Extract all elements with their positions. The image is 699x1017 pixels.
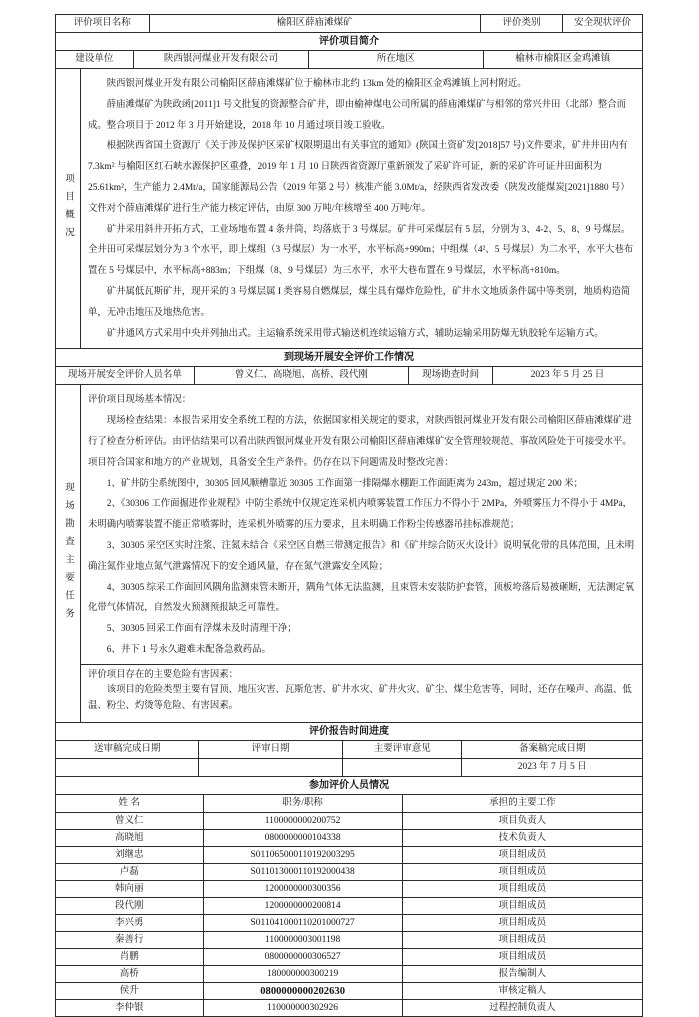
participant-role: 项目组成员 xyxy=(402,881,642,897)
evaluation-form-table xyxy=(55,14,643,1017)
issue-item: 1、矿井防尘系统图中，30305 回风顺槽靠近 30305 工作面第一排隔爆水棚距工作面距离为 243m，超过规定 200 米； xyxy=(106,478,583,489)
sitework-section-title: 到现场开展安全评价工作情况 xyxy=(284,352,414,364)
participant-cert-number: S011013000110192000438 xyxy=(203,864,402,880)
schedule-record-date-value: 2023 年 7 月 5 日 xyxy=(461,759,642,776)
category-value: 安全现状评价 xyxy=(562,15,642,32)
schedule-header-draft-date: 送审稿完成日期 xyxy=(93,744,161,755)
row-participants-headers xyxy=(56,794,642,812)
participant-row xyxy=(56,897,642,914)
builder-value: 陕西银河煤业开发有限公司 xyxy=(133,51,308,68)
participant-role: 技术负责人 xyxy=(402,830,642,846)
overview-paragraph: 陕西银河煤业开发有限公司榆阳区薛庙滩煤矿位于榆林市北约 13km 处的榆阳区金鸡滩镇上河村附近。 xyxy=(106,79,527,89)
overview-paragraph: 矿井通风方式采用中央并列抽出式。主运输系统采用带式输送机连续运输方式，辅助运输采用防爆无轨胶轮车运输方式。 xyxy=(106,328,604,339)
participant-cert-number: 1100000003001198 xyxy=(203,932,402,948)
row-staff-time xyxy=(56,366,642,384)
project-overview-text xyxy=(80,69,642,348)
project-name-label: 评价项目名称 xyxy=(73,18,131,28)
participant-cert-number: 0800000000202630 xyxy=(203,983,402,999)
staff-list-label: 现场开展安全评价人员名单 xyxy=(67,370,182,381)
overview-paragraph: 薛庙滩煤矿为陕政函[2011]1 号文批复的资源整合矿井，即由榆神煤电公司所属的薛庙滩煤矿与相邻的常兴井田（北部）整合而成。整合项目于 2012 年 3 月开始建设，2018 年 10 月通过项目竣工验收。 xyxy=(88,99,626,131)
participant-cert-number: 110000000302926 xyxy=(203,1000,402,1016)
participants-header-name: 姓 名 xyxy=(118,798,140,809)
participant-cert-number: S011065000110192003295 xyxy=(203,847,402,863)
row-intro-title xyxy=(56,32,642,50)
schedule-header-record-date: 备案稿完成日期 xyxy=(461,741,642,758)
survey-tasks-content xyxy=(80,385,642,722)
schedule-header-review-date: 评审日期 xyxy=(198,741,342,758)
staff-list-value: 曾义仁、高晓旭、高桥、段代刚 xyxy=(194,367,408,384)
participant-cert-number: 0800000000104338 xyxy=(203,830,402,846)
participant-name: 韩向丽 xyxy=(114,883,144,894)
schedule-header-review-opinion: 主要评审意见 xyxy=(342,741,462,758)
site-basic-block xyxy=(88,390,635,660)
participant-name: 秦善行 xyxy=(114,934,144,945)
issue-item: 2、《30306 工作面掘进作业规程》中防尘系统中仅规定连采机内喷雾装置工作压力不得小于 2MPa，外喷雾压力不得小于 4MPa，未明确内喷雾装置不能正常喷雾时，连采机外喷雾的压力要求，且未明确工作粉尘传感器吊挂标准规范； xyxy=(88,499,633,531)
overview-paragraph: 根据陕西省国土资源厅《关于涉及保护区采矿权限期退出有关事宜的通知》(陕国土资矿发[2018]57 号)文件要求，矿井井田内有 7.3km² 与榆阳区红石峡水源保护区重叠，2019 年 1 月 10 日陕西省资源厅重新颁发了采矿许可证，新的采矿许可证井田面积为 25.61km²，生产能力 2.4Mt/a，国家能源局公告（2019 年第 2 号）核准产能 3.0Mt/a，经陕西省发改委（陕发改能煤炭[2021]1880 号）文件对个薛庙滩煤矿进行生产能力核定评估，由原 300 万吨/年核增至 400 万吨/年。 xyxy=(88,141,630,214)
participant-row xyxy=(56,829,642,846)
participant-role: 过程控制负责人 xyxy=(402,1000,642,1016)
participant-name: 肖鹏 xyxy=(119,951,139,962)
participant-row xyxy=(56,880,642,897)
schedule-draft-date-value xyxy=(56,759,198,776)
participant-role: 项目负责人 xyxy=(402,813,642,829)
participants-section-title: 参加评价人员情况 xyxy=(309,780,389,792)
participant-row xyxy=(56,846,642,863)
participant-row xyxy=(56,914,642,931)
participant-role: 项目组成员 xyxy=(402,949,642,965)
participant-cert-number: 180000000300219 xyxy=(203,966,402,982)
location-value: 榆林市榆阳区金鸡滩镇 xyxy=(483,51,642,68)
participant-row xyxy=(56,965,642,982)
participant-role: 项目组成员 xyxy=(402,915,642,931)
overview-paragraph: 矿井采用斜井开拓方式，工业场地布置 4 条井筒，均落底于 3 号煤层。矿井可采煤层有 5 层，分别为 3、4-2、5、8、9 号煤层。全井田可采煤层划分为 3 个水平，即上煤组（3 号煤层）为一水平，水平标高+990m；中组煤（4²、5 号煤层）为二水平，水平大巷布置在 5 号煤层中，水平标高+883m；下组煤（8、9 号煤层）为三水平，水平大巷布置在 9 号煤层，水平标高+810m。 xyxy=(88,224,634,277)
hazards-text: 该项目的危险类型主要有冒顶、地压灾害、瓦斯危害、矿井水灾、矿井火灾、矿尘、煤尘危害等，同时，还存在噪声、高温、低温、粉尘、灼烫等危险、有害因素。 xyxy=(88,685,632,711)
overview-vertical-label: 项目概况 xyxy=(63,172,73,245)
issue-item: 3、30305 采空区实时注浆、注氮未结合《采空区自燃三带测定报告》和《矿井综合防灭火设计》说明氧化带的具体范围，且未明确注氮作业地点氮气泄露情况下的安全通风量，存在氮气泄露安全风险； xyxy=(88,540,635,572)
participant-cert-number: 0800000000306527 xyxy=(203,949,402,965)
site-basic-text: 现场检查结果：本报告采用安全系统工程的方法，依据国家相关规定的要求，对陕西银河煤业开发有限公司榆阳区薛庙滩煤矿进行了检查分析评估。由评估结果可以看出陕西银河煤业开发有限公司榆阳区薛庙滩煤矿安全管理较规范、事故风险处于可接受水平。项目符合国家和地方的产业规划，具备安全生产条件。仍存在以下问题需及时整改完善： xyxy=(88,416,632,468)
row-schedule-title xyxy=(56,722,642,740)
row-sitework-title xyxy=(56,348,642,366)
schedule-review-date-value xyxy=(198,759,342,776)
survey-time-value: 2023 年 5 月 25 日 xyxy=(492,367,642,384)
row-project-name xyxy=(56,15,642,32)
participant-name: 高晓旭 xyxy=(114,832,144,843)
builder-label: 建设单位 xyxy=(75,54,114,64)
participant-row xyxy=(56,812,642,829)
schedule-section-title: 评价报告时间进度 xyxy=(309,726,389,738)
row-builder-location xyxy=(56,50,642,68)
row-project-overview xyxy=(56,68,642,348)
schedule-review-opinion-value xyxy=(342,759,462,776)
row-participants-title xyxy=(56,776,642,794)
participant-row xyxy=(56,931,642,948)
category-label: 评价类别 xyxy=(480,15,563,32)
participant-role: 项目组成员 xyxy=(402,932,642,948)
participant-name: 刘继忠 xyxy=(114,849,144,860)
participant-name: 李兴勇 xyxy=(114,917,144,928)
participant-cert-number: 1200000000300356 xyxy=(203,881,402,897)
participant-role: 报告编制人 xyxy=(402,966,642,982)
participant-row xyxy=(56,948,642,965)
participant-name: 高桥 xyxy=(119,968,139,979)
participant-role: 项目组成员 xyxy=(402,847,642,863)
issue-item: 6、井下 1 号永久避难未配备急救药品。 xyxy=(106,644,271,655)
overview-paragraph: 矿井属低瓦斯矿井，现开采的 3 号煤层属 I 类容易自燃煤层，煤尘具有爆炸危险性，矿井水文地质条件属中等类别，地质构造简单，无冲击地压及地热危害。 xyxy=(88,286,631,318)
participant-cert-number: 1200000000200814 xyxy=(203,898,402,914)
participant-name: 曾义仁 xyxy=(114,815,144,826)
intro-section-title: 评价项目简介 xyxy=(319,36,379,47)
participants-header-title: 职务/职称 xyxy=(203,795,402,812)
participant-row xyxy=(56,999,642,1016)
participants-list xyxy=(56,812,642,1016)
location-label: 所在地区 xyxy=(308,51,483,68)
issue-item: 5、30305 回采工作面有浮煤未及时清理干净； xyxy=(106,624,297,635)
participant-name: 李仲银 xyxy=(114,1002,144,1013)
issue-item: 4、30305 综采工作面回风隅角监测束管未断开，隅角气体无法监测，且束管未安装防护套管，顶板垮落后易被砸断，无法测定氧化带气体情况，自然发火预测预报缺乏可靠性。 xyxy=(88,582,635,614)
tasks-vertical-label: 现场勘查主要任务 xyxy=(63,481,73,626)
hazards-title: 评价项目存在的主要危险有害因素： xyxy=(88,669,239,680)
participant-role: 项目组成员 xyxy=(402,898,642,914)
participant-name: 段代刚 xyxy=(114,900,144,911)
participant-role: 项目组成员 xyxy=(402,864,642,880)
participant-role: 审核定稿人 xyxy=(402,983,642,999)
project-name-value: 榆阳区薛庙滩煤矿 xyxy=(149,15,480,32)
row-schedule-headers xyxy=(56,740,642,758)
issue-list xyxy=(88,474,635,661)
survey-time-label: 现场勘查时间 xyxy=(408,367,492,384)
participants-header-work: 承担的主要工作 xyxy=(402,795,642,812)
site-basic-title: 评价项目现场基本情况： xyxy=(88,395,192,406)
row-schedule-values xyxy=(56,758,642,776)
participant-cert-number: 1100000000200752 xyxy=(203,813,402,829)
participant-name: 侯升 xyxy=(119,985,139,996)
participant-cert-number: S011041000110201000727 xyxy=(203,915,402,931)
participant-name: 卢磊 xyxy=(119,866,139,877)
hazards-block xyxy=(81,664,642,719)
row-survey-tasks xyxy=(56,384,642,722)
participant-row xyxy=(56,982,642,999)
participant-row xyxy=(56,863,642,880)
